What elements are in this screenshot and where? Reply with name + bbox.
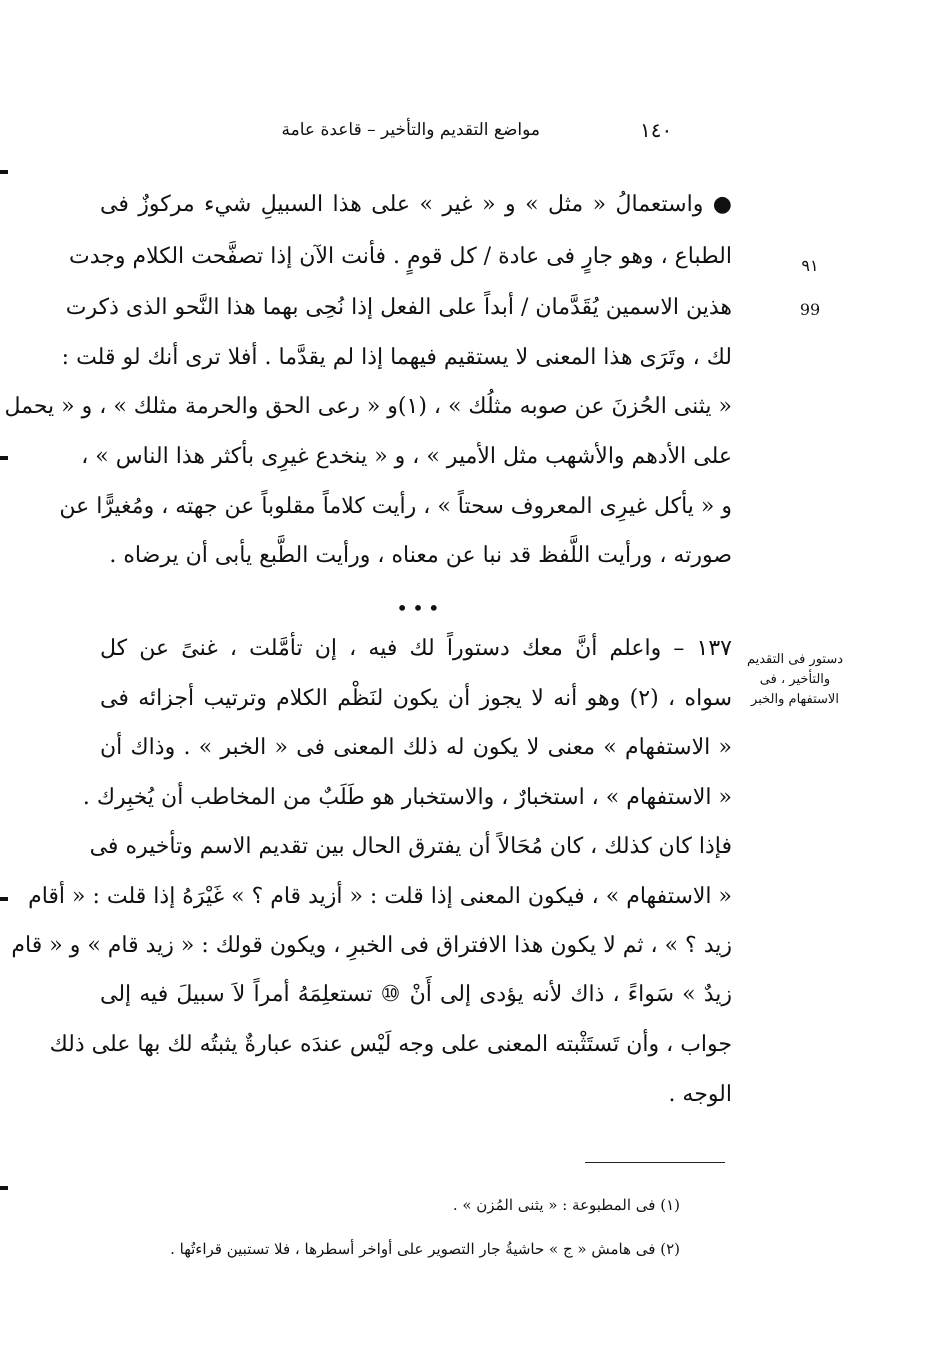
text-line: زيدٌ » سَواءً ، ذاك لأنه يؤدى إلى أَنْ ⑩ تستعلِمَهُ أمراً لاَ سبيلَ فيه إلى	[100, 982, 732, 1007]
text-line: سواه ، (٢) وهو أنه لا يجوز أن يكون لنَظْم الكلام وترتيب أجزائه فى	[100, 686, 732, 711]
text-line: الوجه .	[668, 1082, 732, 1107]
scan-edge-mark	[0, 170, 8, 174]
footnote: (٢) فى هامش « ج » حاشيةُ جار التصوير على أواخر أسطرها ، فلا تستبين قراءتُها .	[170, 1240, 680, 1258]
text-line: صورته ، ورأيت اللَّفظ قد نبا عن معناه ، ورأيت الطَّبع يأبى أن يرضاه .	[109, 543, 732, 568]
scan-edge-mark	[0, 456, 8, 460]
text-line: ● واستعمالُ « مثل » و « غير » على هذا السبيلِ شيء مركوزٌ فى	[100, 192, 732, 217]
text-line: « الاستفهام » ، فيكون المعنى إذا قلت : « أزيد قام ؟ » غَيْرَهُ إذا قلت : « أقام	[28, 884, 732, 909]
text-line: جواب ، وأن تَستَثْبته المعنى على وجه لَيْس عندَه عبارةٌ يثبتُه لك بها على ذلك	[49, 1032, 732, 1057]
page-number: ١٤٠	[640, 118, 673, 142]
scan-edge-mark	[0, 1186, 8, 1190]
text-line: فإذا كان كذلك ، كان مُحَالاً أن يفترق الحال بين تقديم الاسم وتأخيره فى	[89, 834, 732, 859]
margin-number: ٩١	[801, 256, 819, 275]
text-line: لك ، وتَرَى هذا المعنى لا يستقيم فيهما إذا لم يقدَّما . أفلا ترى أنك لو قلت :	[61, 345, 732, 370]
text-line: « يثنى الحُزنَ عن صوبه مثلُك » ، (١)و « رعى الحق والحرمة مثلك » ، و « يحمل	[4, 394, 732, 419]
running-title: مواضع التقديم والتأخير – قاعدة عامة	[281, 120, 540, 140]
text-line: « الاستفهام » معنى لا يكون له ذلك المعنى فى « الخبر » . وذاك أن	[100, 735, 732, 760]
margin-number: 99	[799, 300, 821, 319]
text-line: و « يأكل غيرِى المعروف سحتاً » ، رأيت كلاماً مقلوباً عن جهته ، ومُغيرًّا عن	[59, 494, 732, 519]
text-line: هذين الاسمين يُقَدَّمان / أبداً على الفعل إذا نُحِى بهما هذا النَّحو الذى ذكرت	[65, 295, 732, 320]
side-note: دستور فى التقديم والتأخير ، فى الاستفهام والخبر	[746, 652, 844, 707]
section-separator: •••	[396, 596, 444, 620]
scan-edge-mark	[0, 897, 8, 901]
text-line: ١٣٧ – واعلم أنَّ معك دستوراً لك فيه ، إن تأمَّلت ، غنىً عن كل	[100, 636, 732, 661]
text-line: على الأدهم والأشهب مثل الأمير » ، و « ينخدع غيرِى بأكثر هذا الناس » ،	[81, 444, 732, 469]
text-line: الطباع ، وهو جارٍ فى عادة / كل قومٍ . فأنت الآن إذا تصفَّحت الكلام وجدت	[68, 244, 732, 269]
text-line: « الاستفهام » ، استخبارٌ ، والاستخبار هو طَلَبٌ من المخاطب أن يُخبِرك .	[82, 785, 732, 810]
text-line: زيد ؟ » ، ثم لا يكون هذا الافتراق فى الخبرِ ، ويكون قولك : « زيد قام » و « قام	[11, 933, 732, 958]
footnote: (١) فى المطبوعة : « يثنى المُزن » .	[452, 1196, 680, 1214]
footnote-divider	[585, 1162, 725, 1163]
